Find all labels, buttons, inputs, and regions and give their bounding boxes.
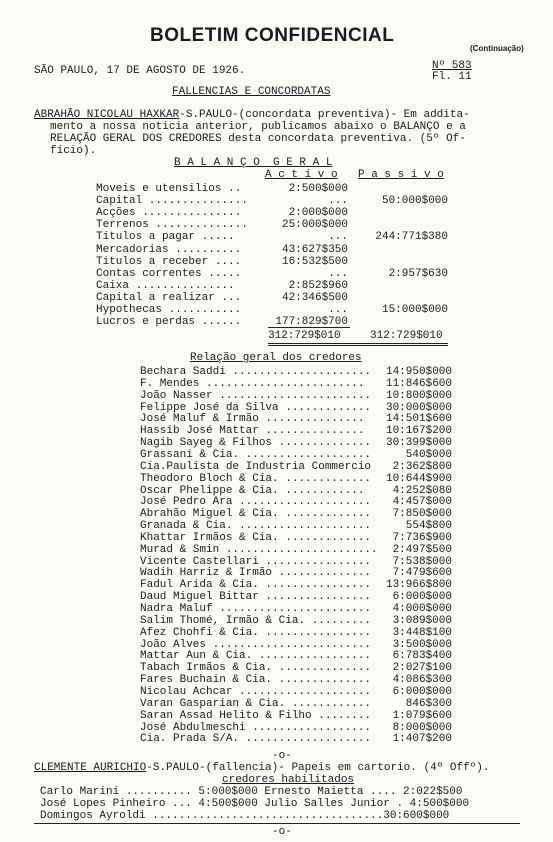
creditor-name: José Pedro Ara .................... <box>140 496 372 509</box>
balance-row <box>96 304 456 316</box>
balance-label: Terrenos .............. <box>96 219 248 232</box>
section-heading: FALLENCIAS E CONCORDATAS <box>172 86 331 98</box>
creditor-row <box>140 567 452 579</box>
creditor-amount: 11:846$600 <box>385 377 452 390</box>
creditor-name: F. Mendes ........................ <box>140 377 365 390</box>
creditor-name: Wadih Harriz & Irmão .............. <box>140 567 372 580</box>
creditor-amount: 6:000$000 <box>392 591 452 604</box>
creditor-amount: 3:500$000 <box>392 638 452 651</box>
creditor-amount: 7:538$000 <box>392 555 452 568</box>
creditor-name: Cia.Paulista de Industria Commercio <box>140 460 372 473</box>
balance-activo: 2:000$000 <box>288 207 348 220</box>
creditor-row <box>140 674 452 686</box>
balance-activo: 25:000$000 <box>281 219 348 232</box>
creditor-name: Theodoro Bloch & Cia. ............. <box>140 472 372 485</box>
creditor-amount: 2:497$500 <box>392 543 452 556</box>
creditor-row <box>140 710 452 722</box>
balance-passivo: 2:957$630 <box>388 267 448 280</box>
creditor-row <box>140 733 452 745</box>
balance-activo: ... <box>328 304 348 316</box>
creditor-amount: 7:736$900 <box>392 531 452 544</box>
creditor-name: Murad & Smin ....................... <box>140 543 378 556</box>
balance-label: Acções ............... <box>96 207 242 220</box>
creditor-row <box>140 639 452 651</box>
creditor-row <box>140 627 452 639</box>
creditor-row <box>140 615 452 627</box>
creditor-name: Oscar Phelippe & Cia. ............ <box>140 484 365 497</box>
creditor-amount: 3:448$100 <box>392 626 452 639</box>
balance-activo: 16:532$500 <box>281 255 348 268</box>
balance-label: Titulos a receber .... <box>96 255 242 268</box>
creditor-row <box>140 366 452 378</box>
creditor-amount: 6:783$400 <box>392 650 452 663</box>
balance-label: Caixa ............... <box>96 279 235 292</box>
creditor-row <box>140 662 452 674</box>
creditor-name: José Maluf & Irmão ............... <box>140 413 365 426</box>
creditor-amount: 3:089$000 <box>392 614 452 627</box>
creditor-name: Nagib Sayeg & Filhos .............. <box>140 437 372 450</box>
creditor-name: Saran Assad Helito & Filho ........ <box>140 709 372 722</box>
balance-label: Hypothecas ........... <box>96 304 242 316</box>
creditor-row <box>140 413 452 425</box>
creditor-amount: 10:800$000 <box>385 389 452 402</box>
activo-total: 312:729$010 <box>268 330 341 342</box>
balance-label: Lucros e perdas ...... <box>96 316 242 329</box>
item2-row-1: Carlo Marini .......... 5:000$000 Ernesto Maietta .... 2:022$500 <box>40 786 463 798</box>
creditor-name: Fares Buchain & Cia. .............. <box>140 674 372 687</box>
balance-label: Capital a realizar ... <box>96 291 242 304</box>
balance-row <box>96 292 456 304</box>
balance-row <box>96 207 456 219</box>
creditor-name: Khattar Irmãos & Cia. ............. <box>140 531 372 544</box>
item2-line-1-rest: -S.PAULO-(fallencia)- Papeis em cartorio. (4º Offº). <box>146 762 490 774</box>
balance-label: Titulos a pagar ..... <box>96 231 235 244</box>
item1-line-1 <box>34 109 470 121</box>
creditor-amount: 4:000$000 <box>392 603 452 615</box>
item1-separator: -o- <box>272 750 292 762</box>
balance-passivo: 244:771$380 <box>375 231 448 244</box>
creditor-name: Fadul Arida & Cia. ................ <box>140 579 372 592</box>
creditor-name: Varan Gasparian & Cia. ............ <box>140 697 372 710</box>
creditor-row <box>140 437 452 449</box>
creditor-name: Tabach Irmãos & Cia. .............. <box>140 662 372 675</box>
creditor-row <box>140 556 452 568</box>
balance-activo: 42:346$500 <box>281 291 348 304</box>
activo-header: A c t i v o <box>265 169 338 181</box>
balance-activo: ... <box>328 195 348 208</box>
item2-row-2: José Lopes Pinheiro ... 4:500$000 Julio Salles Junior . 4:500$000 <box>40 798 470 810</box>
creditor-amount: 2:362$800 <box>392 460 452 473</box>
creditor-amount: 7:850$000 <box>392 508 452 521</box>
creditor-name: Granada & Cia. .................... <box>140 520 372 533</box>
creditor-amount: 540$000 <box>405 448 452 461</box>
activo-sum-rule <box>268 327 350 328</box>
balance-row <box>96 244 456 256</box>
balance-passivo: 15:000$000 <box>381 304 448 316</box>
balance-passivo: 50:000$000 <box>381 195 448 208</box>
balance-activo: 2:852$960 <box>288 279 348 292</box>
creditor-row <box>140 485 452 497</box>
creditor-name: Felippe José da Silva ............. <box>140 401 372 414</box>
balance-row <box>96 219 456 231</box>
balance-label: Mercadorias .......... <box>96 243 242 256</box>
creditor-name: Mattar Aun & Cia. ................. <box>140 650 372 663</box>
creditor-row <box>140 390 452 402</box>
continuation-label: (Continuação) <box>470 44 524 53</box>
creditor-row <box>140 650 452 662</box>
item2-line-1 <box>34 762 489 774</box>
balance-activo: ... <box>328 231 348 244</box>
creditor-amount: 1:079$600 <box>392 709 452 722</box>
balance-row <box>96 195 456 207</box>
creditor-row <box>140 544 452 556</box>
passivo-header: P a s s i v o <box>358 169 444 181</box>
creditor-row <box>140 378 452 390</box>
totals-rule-2 <box>268 345 448 346</box>
creditor-amount: 554$800 <box>405 520 452 533</box>
creditors-title: Relação geral dos credores <box>190 352 362 364</box>
page-title: BOLETIM CONFIDENCIAL <box>150 25 395 46</box>
creditor-row <box>140 520 452 532</box>
creditor-name: Vicente Castellari ................ <box>140 555 372 568</box>
creditor-row <box>140 461 452 473</box>
creditor-row <box>140 473 452 485</box>
balance-row <box>96 256 456 268</box>
passivo-total: 312:729$010 <box>370 330 443 342</box>
creditor-row <box>140 425 452 437</box>
balance-label: Contas correntes ..... <box>96 267 242 280</box>
creditor-name: Cia. Prada S/A. ................... <box>140 733 372 746</box>
creditor-row <box>140 508 452 520</box>
balance-row <box>96 183 456 195</box>
creditor-amount: 6:000$000 <box>392 685 452 698</box>
creditor-name: Hassib José Mattar ............... <box>140 425 365 438</box>
creditor-amount: 10:167$200 <box>385 425 452 438</box>
item2-subheading: credores habilitados <box>222 774 355 786</box>
item1-company-name: ABRAHÃO NICOLAU HAXKAR <box>34 109 180 121</box>
creditor-name: João Alves ........................ <box>140 638 372 651</box>
balance-title: B A L A N Ç O G E R A L <box>174 157 333 169</box>
creditor-name: Bechara Saddi ..................... <box>140 366 372 378</box>
creditor-amount: 4:457$000 <box>392 496 452 509</box>
balance-label: Capital ............... <box>96 195 248 208</box>
creditor-amount: 14:950$000 <box>385 366 452 378</box>
creditor-amount: 10:644$900 <box>385 472 452 485</box>
creditor-row <box>140 698 452 710</box>
balance-activo: 177:829$700 <box>275 316 348 329</box>
creditor-amount: 1:407$200 <box>392 733 452 746</box>
item1-line-3: RELAÇÃO GERAL DOS CREDORES desta concordata preventiva. (5º Of- <box>50 133 466 145</box>
creditor-amount: 30:000$000 <box>385 401 452 414</box>
bottom-rule <box>34 823 520 824</box>
creditor-amount: 2:027$100 <box>392 662 452 675</box>
creditor-name: Salim Thomé, Irmão & Cia. ......... <box>140 614 372 627</box>
creditor-amount: 7:479$600 <box>392 567 452 580</box>
creditor-name: João Nasser ....................... <box>140 389 372 402</box>
creditor-name: Afez Chohfi & Cia. ................ <box>140 626 372 639</box>
item1-line-1-rest: -S.PAULO-(concordata preventiva)- Em additа- <box>179 109 470 121</box>
creditor-amount: 846$300 <box>405 697 452 710</box>
item2-separator: -o- <box>272 826 292 838</box>
item2-company-name: CLEMENTE AURICHIO <box>34 762 147 774</box>
creditor-amount: 4:086$300 <box>392 674 452 687</box>
creditor-row <box>140 603 452 615</box>
place-date: SÃO PAULO, 17 DE AGOSTO DE 1926. <box>34 65 246 77</box>
creditor-name: Daud Miguel Bittar ................ <box>140 591 372 604</box>
folio-number: Fl. 11 <box>432 71 472 83</box>
balance-label: Moveis e utensilios .. <box>96 183 242 195</box>
creditor-row <box>140 591 452 603</box>
item2-row-3: Domingos Ayroldi ...................................30:600$000 <box>40 810 450 822</box>
creditor-amount: 30:399$000 <box>385 437 452 450</box>
creditor-name: Grassani & Cia. ................... <box>140 448 372 461</box>
creditor-name: Nadra Maluf ....................... <box>140 603 372 615</box>
creditor-amount: 8:000$000 <box>392 721 452 734</box>
balance-activo: 43:627$350 <box>281 243 348 256</box>
creditor-row <box>140 722 452 734</box>
balance-activo: ... <box>328 267 348 280</box>
creditor-name: José Abdulmeschi .................. <box>140 721 372 734</box>
creditor-row <box>140 496 452 508</box>
creditor-row <box>140 579 452 591</box>
balance-row <box>96 280 456 292</box>
creditor-amount: 13:966$800 <box>385 579 452 592</box>
creditor-row <box>140 449 452 461</box>
bulletin-number: Nº 583 <box>432 60 472 72</box>
balance-row <box>96 268 456 280</box>
creditor-amount: 14:501$600 <box>385 413 452 426</box>
creditor-row <box>140 402 452 414</box>
creditor-row <box>140 686 452 698</box>
creditor-name: Nicolau Achcar .................... <box>140 685 372 698</box>
balance-row <box>96 231 456 243</box>
balance-activo: 2:500$000 <box>288 183 348 195</box>
totals-rule-1 <box>268 343 448 344</box>
creditor-amount: 4:252$080 <box>392 484 452 497</box>
creditor-row <box>140 532 452 544</box>
item1-line-4: ficio). <box>50 145 97 157</box>
item1-line-2: mento a nossa noticia anterior, publicamos abaixo o BALANÇO e a <box>50 121 466 133</box>
creditor-name: Abrahão Miguel & Cia. ............. <box>140 508 372 521</box>
